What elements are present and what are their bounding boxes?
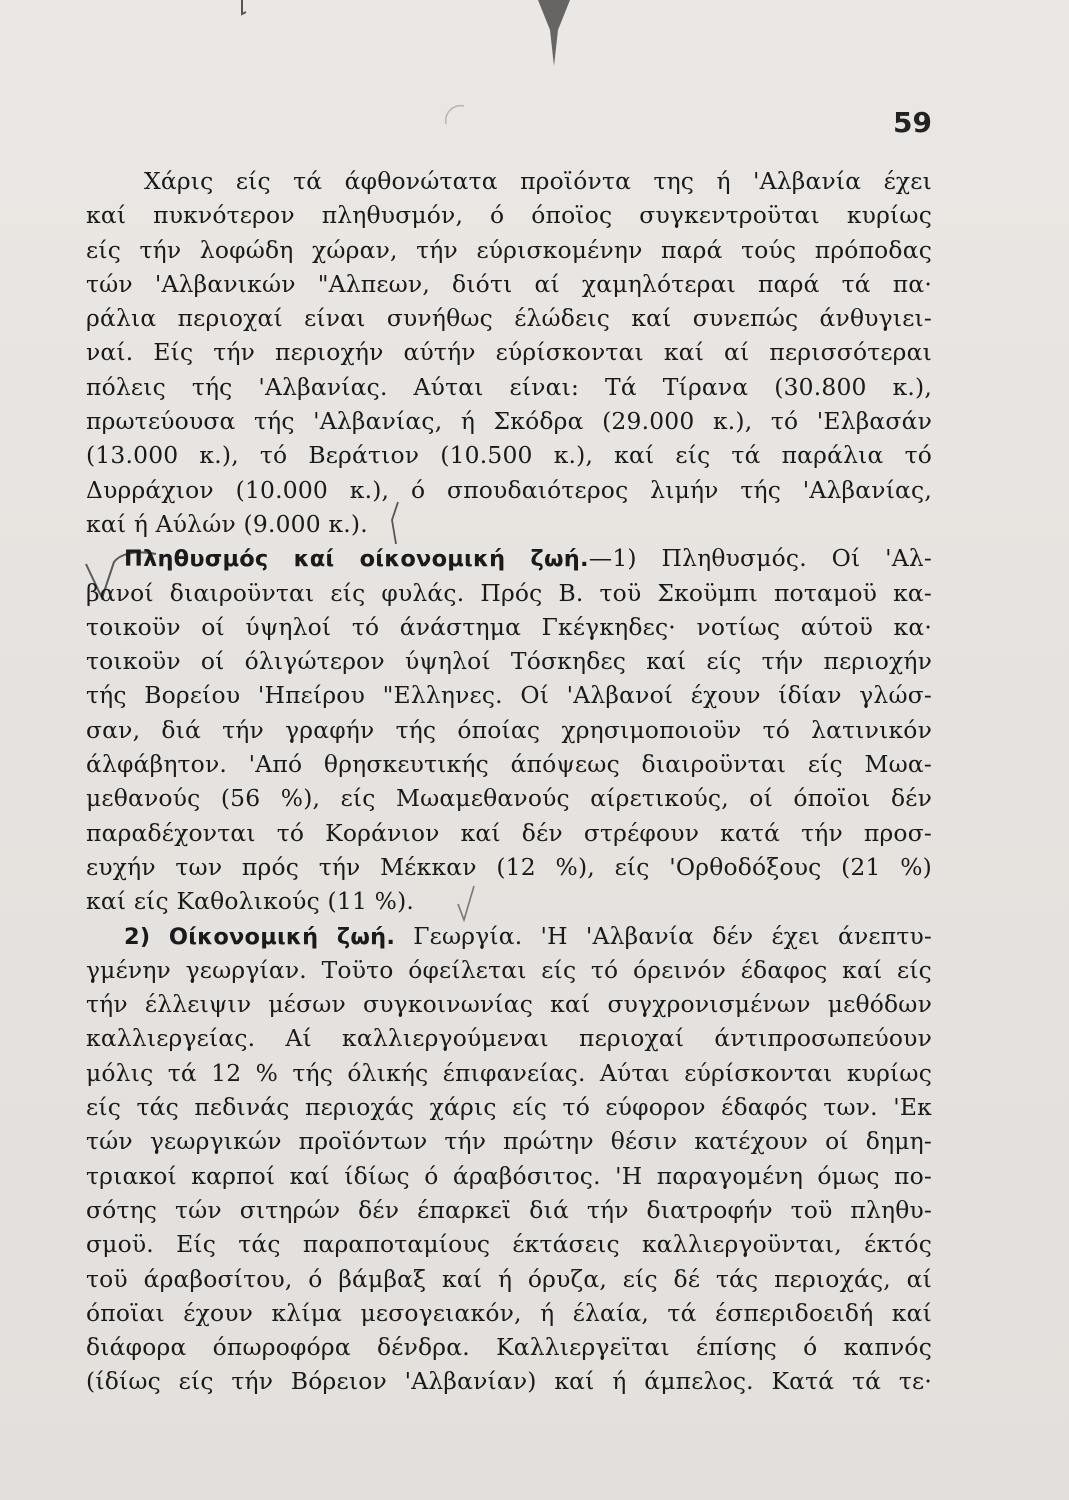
text-line: σότης τών σιτηρών δέν έπαρκεϊ διά τήν διατροφήν τοϋ πληθυ- — [86, 1195, 932, 1224]
text-line: σαν, διά τήν γραφήν τής όποίας χρησιμοποιοϋν τό λατινικόν — [86, 715, 932, 744]
text-line: όποϊαι έχουν κλίμα μεσογειακόν, ή έλαία, τά έσπεριδοειδή καί — [86, 1298, 932, 1327]
section-heading-line — [86, 541, 932, 575]
text-line: άλφάβητον. 'Από θρησκευτικής άπόψεως διαιροϋνται είς Μωα- — [86, 750, 932, 779]
text-line: (ίδίως είς τήν Βόρειον 'Αλβανίαν) καί ή άμπελος. Κατά τά τε· — [86, 1367, 932, 1396]
section-heading-rest: Γεωργία. 'Η 'Αλβανία δέν έχει άνεπτυ- — [395, 921, 932, 950]
text-line: καλλιεργείας. Αί καλλιεργούμεναι περιοχαί άντιπροσωπεύουν — [86, 1024, 932, 1053]
text-line: τών 'Αλβανικών "Αλπεων, διότι αί χαμηλότεραι παρά τά πα· — [86, 269, 932, 298]
text-line: (13.000 κ.), τό Βεράτιον (10.500 κ.), καί είς τά παράλια τό — [86, 441, 932, 470]
text-line: τών γεωργικών προϊόντων τήν πρώτην θέσιν κατέχουν οί δημη- — [86, 1127, 932, 1156]
text-line: καί είς Καθολικούς (11 %). — [86, 887, 415, 916]
faint-smudge — [440, 100, 470, 130]
section-population — [86, 541, 932, 918]
top-center-binding-mark — [534, 0, 574, 70]
text-line: τοϋ άραβοσίτου, ό βάμβαξ καί ή όρυζα, είς δέ τάς περιοχάς, αί — [86, 1264, 932, 1293]
paragraph-cities — [86, 164, 932, 541]
section-heading-rest: —1) Πληθυσμός. Οί 'Αλ- — [588, 544, 932, 573]
text-line: βανοί διαιροϋνται είς φυλάς. Πρός Β. τοϋ Σκοϋμπι ποταμοϋ κα- — [86, 578, 932, 607]
text-line: διάφορα όπωροφόρα δένδρα. Καλλιεργεϊται έπίσης ό καπνός — [86, 1333, 932, 1362]
text-line: είς τάς πεδινάς περιοχάς χάρις είς τό εύφορον έδαφός των. 'Εκ — [86, 1093, 932, 1122]
text-line: Δυρράχιον (10.000 κ.), ό σπουδαιότερος λιμήν τής 'Αλβανίας, — [86, 475, 932, 504]
text-line: ράλια περιοχαί είναι συνήθως έλώδεις καί συνεπώς άνθυγιει- — [86, 304, 932, 333]
top-left-pencil-mark — [236, 0, 250, 16]
section-heading: Πληθυσμός καί οίκονομική ζωή. — [124, 546, 589, 573]
text-line: σμοϋ. Είς τάς παραποταμίους έκτάσεις καλλιεργοϋνται, έκτός — [86, 1230, 932, 1259]
text-line: είς τήν λοφώδη χώραν, τήν εύρισκομένην παρά τούς πρόποδας — [86, 235, 932, 264]
text-line: πόλεις τής 'Αλβανίας. Αύται είναι: Τά Τίρανα (30.800 κ.), — [86, 372, 932, 401]
text-line: τής Βορείου 'Ηπείρου "Ελληνες. Οί 'Αλβανοί έχουν ίδίαν γλώσ- — [86, 681, 932, 710]
text-line: μεθανούς (56 %), είς Μωαμεθανούς αίρετικούς, οί όποϊοι δέν — [86, 784, 932, 813]
text-line: καί ή Αύλών (9.000 κ.). — [86, 509, 368, 538]
text-line: τοικοϋν οί ύψηλοί τό άνάστημα Γκέγκηδες· νοτίως αύτοϋ κα· — [86, 612, 932, 641]
text-line: τήν έλλειψιν μέσων συγκοινωνίας καί συγχρονισμένων μεθόδων — [86, 990, 932, 1019]
text-line: τοικοϋν οί όλιγώτερον ύψηλοί Τόσκηδες καί είς τήν περιοχήν — [86, 647, 932, 676]
text-line: τριακοί καρποί καί ίδίως ό άραβόσιτος. 'Η παραγομένη όμως πο- — [86, 1161, 932, 1190]
text-line: μόλις τά 12 % τής όλικής έπιφανείας. Αύται εύρίσκονται κυρίως — [86, 1058, 932, 1087]
text-line: πρωτεύουσα τής 'Αλβανίας, ή Σκόδρα (29.000 κ.), τό 'Ελβασάν — [86, 407, 932, 436]
text-line: Χάρις είς τά άφθονώτατα προϊόντα της ή 'Αλβανία έχει — [144, 167, 932, 195]
section-heading-line — [86, 919, 932, 953]
text-line: ευχήν των πρός τήν Μέκκαν (12 %), είς 'Ορθοδόξους (21 %) — [86, 852, 932, 881]
body-text — [86, 164, 932, 1399]
page-number: 59 — [893, 106, 932, 139]
text-line: γμένην γεωργίαν. Τοϋτο όφείλεται είς τό όρεινόν έδαφος καί είς — [86, 955, 932, 984]
section-heading: 2) Οίκονομική ζωή. — [124, 923, 396, 950]
text-line: παραδέχονται τό Κοράνιον καί δέν στρέφουν κατά τήν προσ- — [86, 818, 932, 847]
text-line: καί πυκνότερον πληθυσμόν, ό όποϊος συγκεντροϋται κυρίως — [86, 201, 932, 230]
section-economy — [86, 919, 932, 1399]
text-line: ναί. Είς τήν περιοχήν αύτήν εύρίσκονται καί αί περισσότεραι — [86, 338, 932, 367]
